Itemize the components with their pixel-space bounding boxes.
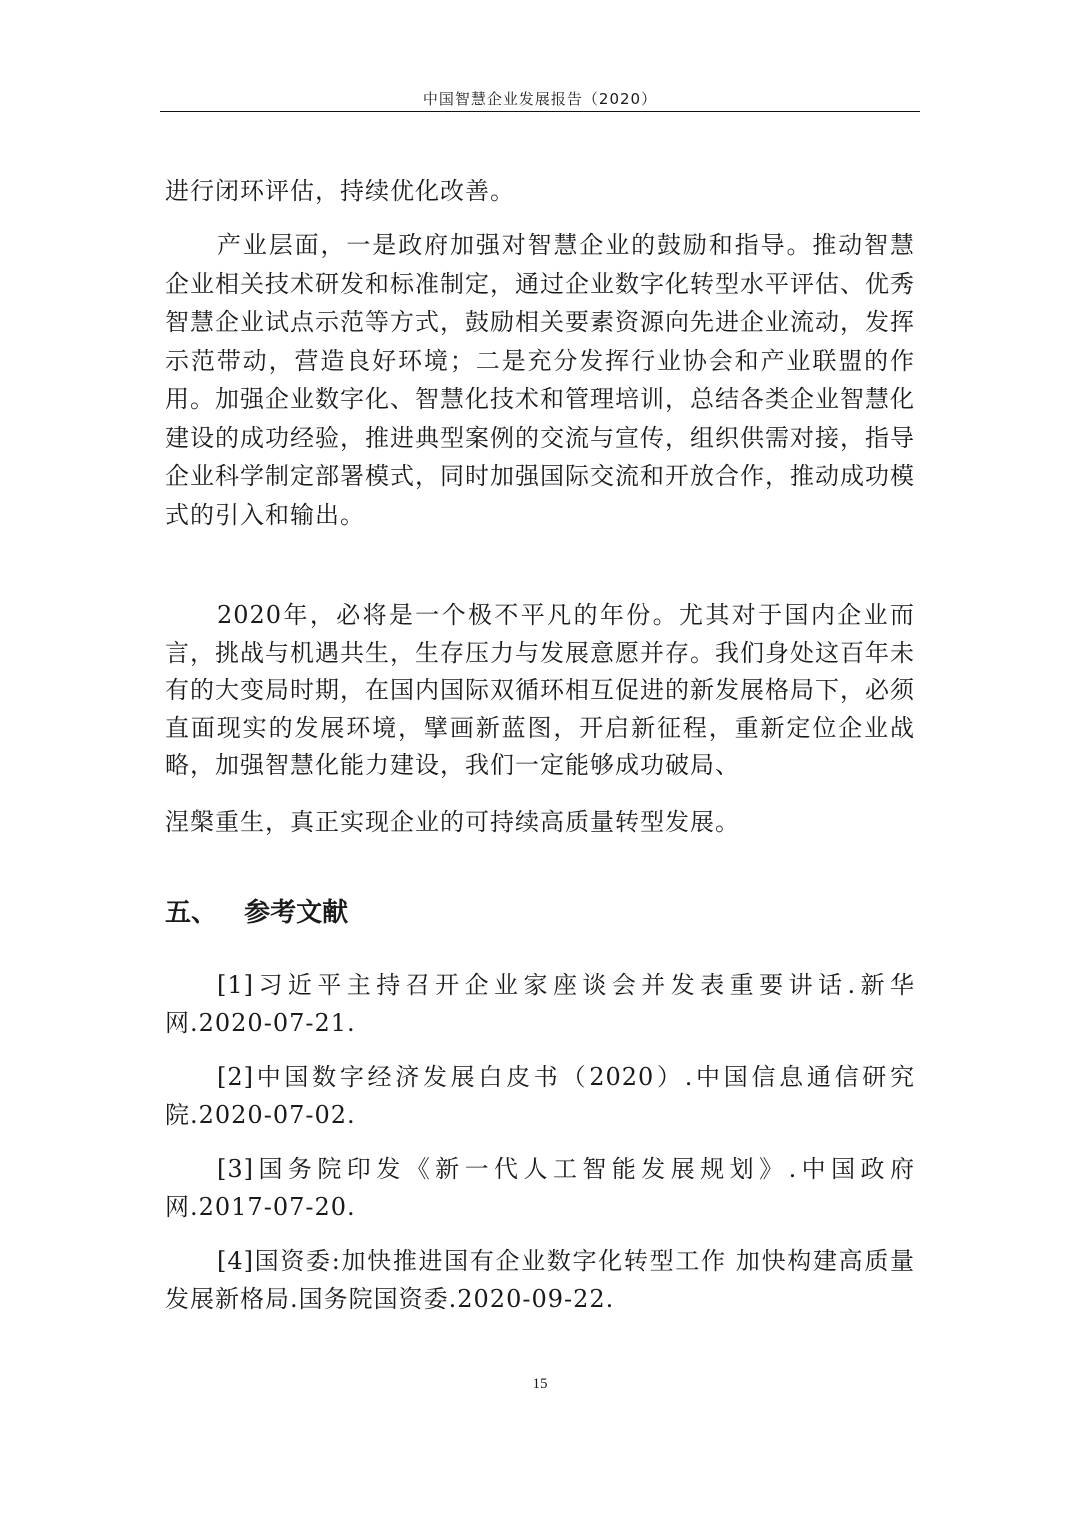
- running-header: 中国智慧企业发展报告（2020）: [422, 90, 658, 108]
- reference-item-2: [2]中国数字经济发展白皮书（2020）.中国信息通信研究院.2020-07-02.: [165, 1063, 915, 1129]
- paragraph-outlook-2020: 2020年，必将是一个极不平凡的年份。尤其对于国内企业而言，挑战与机遇共生，生存压力与发展意愿并存。我们身处这百年未有的大变局时期，在国内国际双循环相互促进的新发展格局下，必须直面现实的发展环境，擘画新蓝图，开启新征程，重新定位企业战略，加强智慧化能力建设，我们一定能够成功破局、: [165, 601, 915, 779]
- paragraph-industry-level: 产业层面，一是政府加强对智慧企业的鼓励和指导。推动智慧企业相关技术研发和标准制定，通过企业数字化转型水平评估、优秀智慧企业试点示范等方式，鼓励相关要素资源向先进企业流动，发挥示范带动，营造良好环境；二是充分发挥行业协会和产业联盟的作用。加强企业数字化、智慧化技术和管理培训，总结各类企业智慧化建设的成功经验，推进典型案例的交流与宣传，组织供需对接，指导企业科学制定部署模式，同时加强国际交流和开放合作，推动成功模式的引入和输出。: [165, 231, 915, 529]
- paragraph-continuation: 进行闭环评估，持续优化改善。: [165, 177, 515, 205]
- reference-item-4: [4]国资委:加快推进国有企业数字化转型工作 加快构建高质量发展新格局.国务院国资委.2020-09-22.: [165, 1247, 915, 1313]
- paragraph-outlook-ending: 涅槃重生，真正实现企业的可持续高质量转型发展。: [165, 808, 740, 836]
- header-rule: [160, 111, 920, 112]
- page-number: 15: [532, 1376, 548, 1392]
- reference-item-1: [1]习近平主持召开企业家座谈会并发表重要讲话.新华网.2020-07-21.: [165, 971, 915, 1037]
- reference-item-3: [3]国务院印发《新一代人工智能发展规划》.中国政府网.2017-07-20.: [165, 1155, 915, 1221]
- section-heading-references: 五、 参考文献: [165, 898, 349, 928]
